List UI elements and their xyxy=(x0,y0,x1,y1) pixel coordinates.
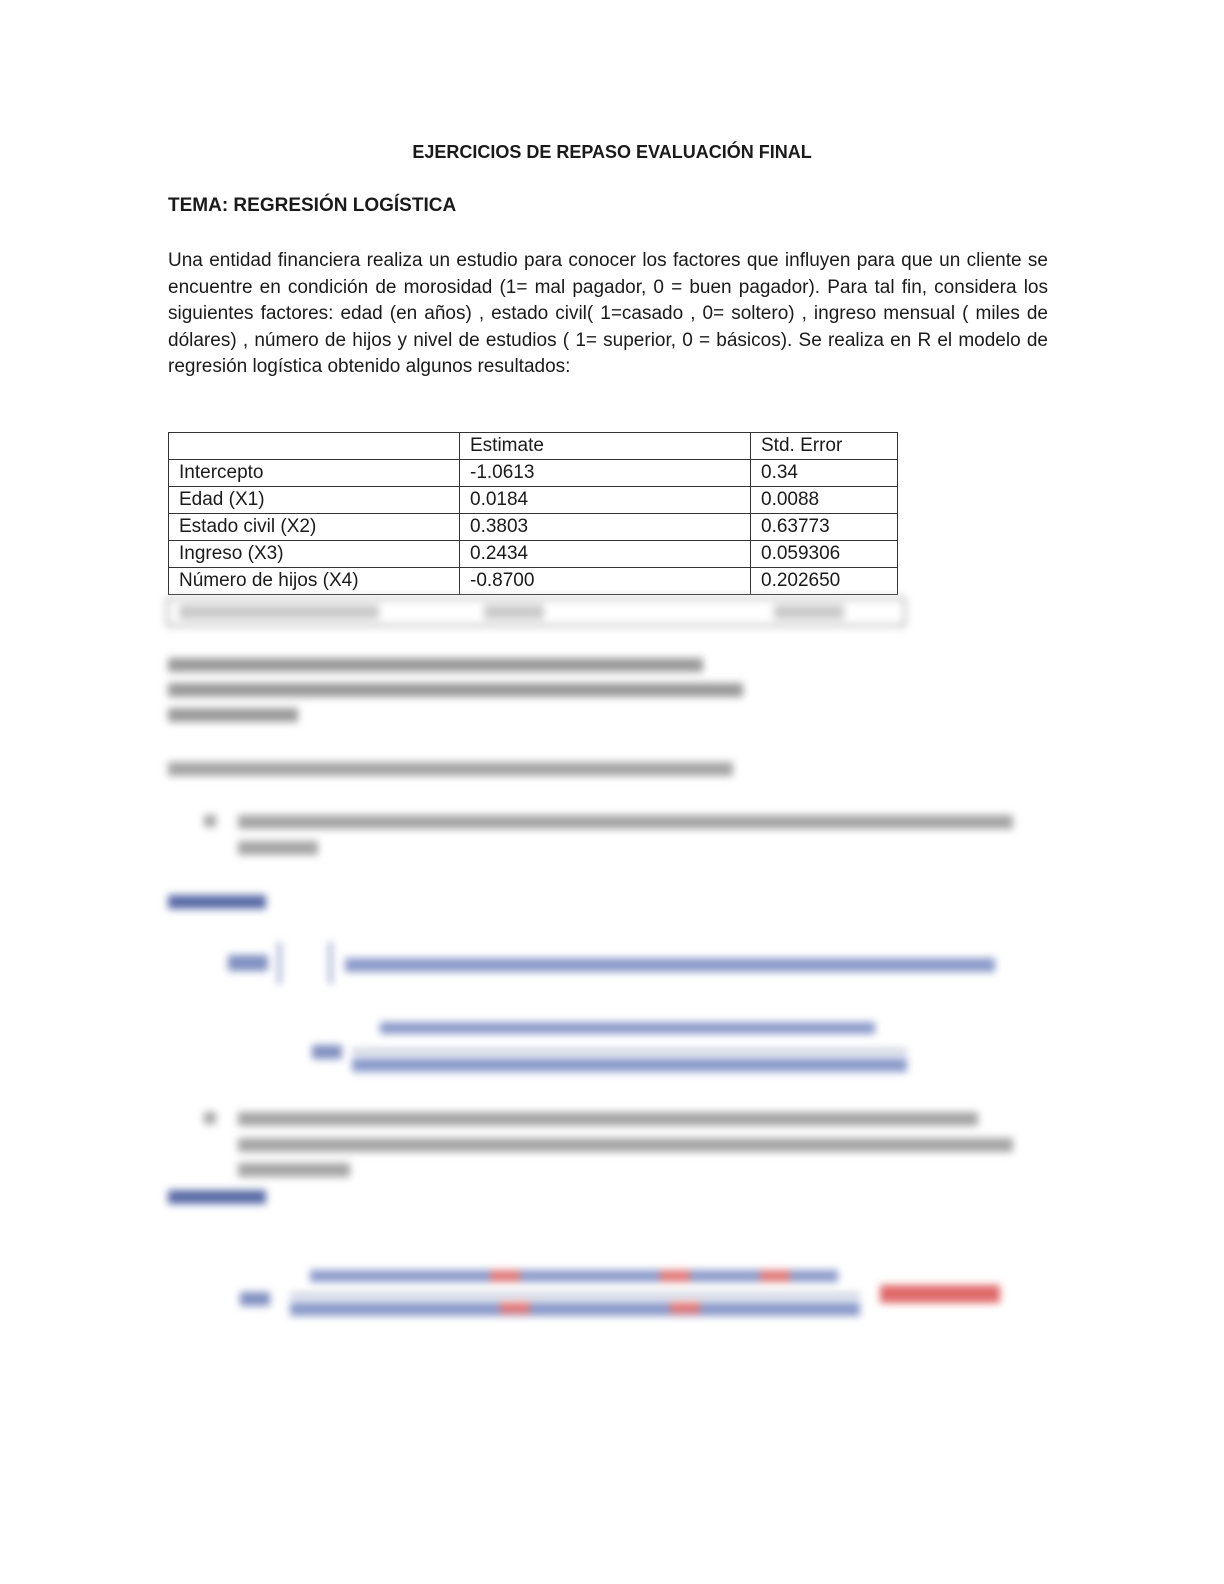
header-cell xyxy=(169,433,460,460)
table-row xyxy=(169,514,898,541)
blurred-table-row xyxy=(166,597,906,627)
std-error-cell: 0.202650 xyxy=(751,568,898,595)
table-row xyxy=(169,541,898,568)
std-error-cell: 0.0088 xyxy=(751,487,898,514)
header-cell: Estimate xyxy=(460,433,751,460)
table-row xyxy=(169,460,898,487)
std-error-cell: 0.059306 xyxy=(751,541,898,568)
table-row xyxy=(169,568,898,595)
variable-cell: Número de hijos (X4) xyxy=(169,568,460,595)
variable-cell: Estado civil (X2) xyxy=(169,514,460,541)
header-cell: Std. Error xyxy=(751,433,898,460)
std-error-cell: 0.63773 xyxy=(751,514,898,541)
topic-heading: TEMA: REGRESIÓN LOGÍSTICA xyxy=(168,195,457,216)
problem-statement: Una entidad financiera realiza un estudio para conocer los factores que influyen para que un cliente se encuentre en condición de morosidad (1= mal pagador, 0 = buen pagador). Para tal fin, considera los siguientes factores: edad (en años) , estado civil( 1=casado , 0= soltero) , ingreso mensual ( miles de dólares) , número de hijos y nivel de estudios ( 1= superior, 0 = básicos). Se realiza en R el modelo de regresión logística obtenido algunos resultados: xyxy=(168,250,1048,377)
estimate-cell: -1.0613 xyxy=(460,460,751,487)
coefficients-table xyxy=(168,432,898,595)
estimate-cell: 0.2434 xyxy=(460,541,751,568)
document-title: EJERCICIOS DE REPASO EVALUACIÓN FINAL xyxy=(412,142,812,162)
std-error-cell: 0.34 xyxy=(751,460,898,487)
variable-cell: Edad (X1) xyxy=(169,487,460,514)
variable-cell: Ingreso (X3) xyxy=(169,541,460,568)
estimate-cell: -0.8700 xyxy=(460,568,751,595)
table-row xyxy=(169,487,898,514)
estimate-cell: 0.3803 xyxy=(460,514,751,541)
table-header-row xyxy=(169,433,898,460)
variable-cell: Intercepto xyxy=(169,460,460,487)
estimate-cell: 0.0184 xyxy=(460,487,751,514)
